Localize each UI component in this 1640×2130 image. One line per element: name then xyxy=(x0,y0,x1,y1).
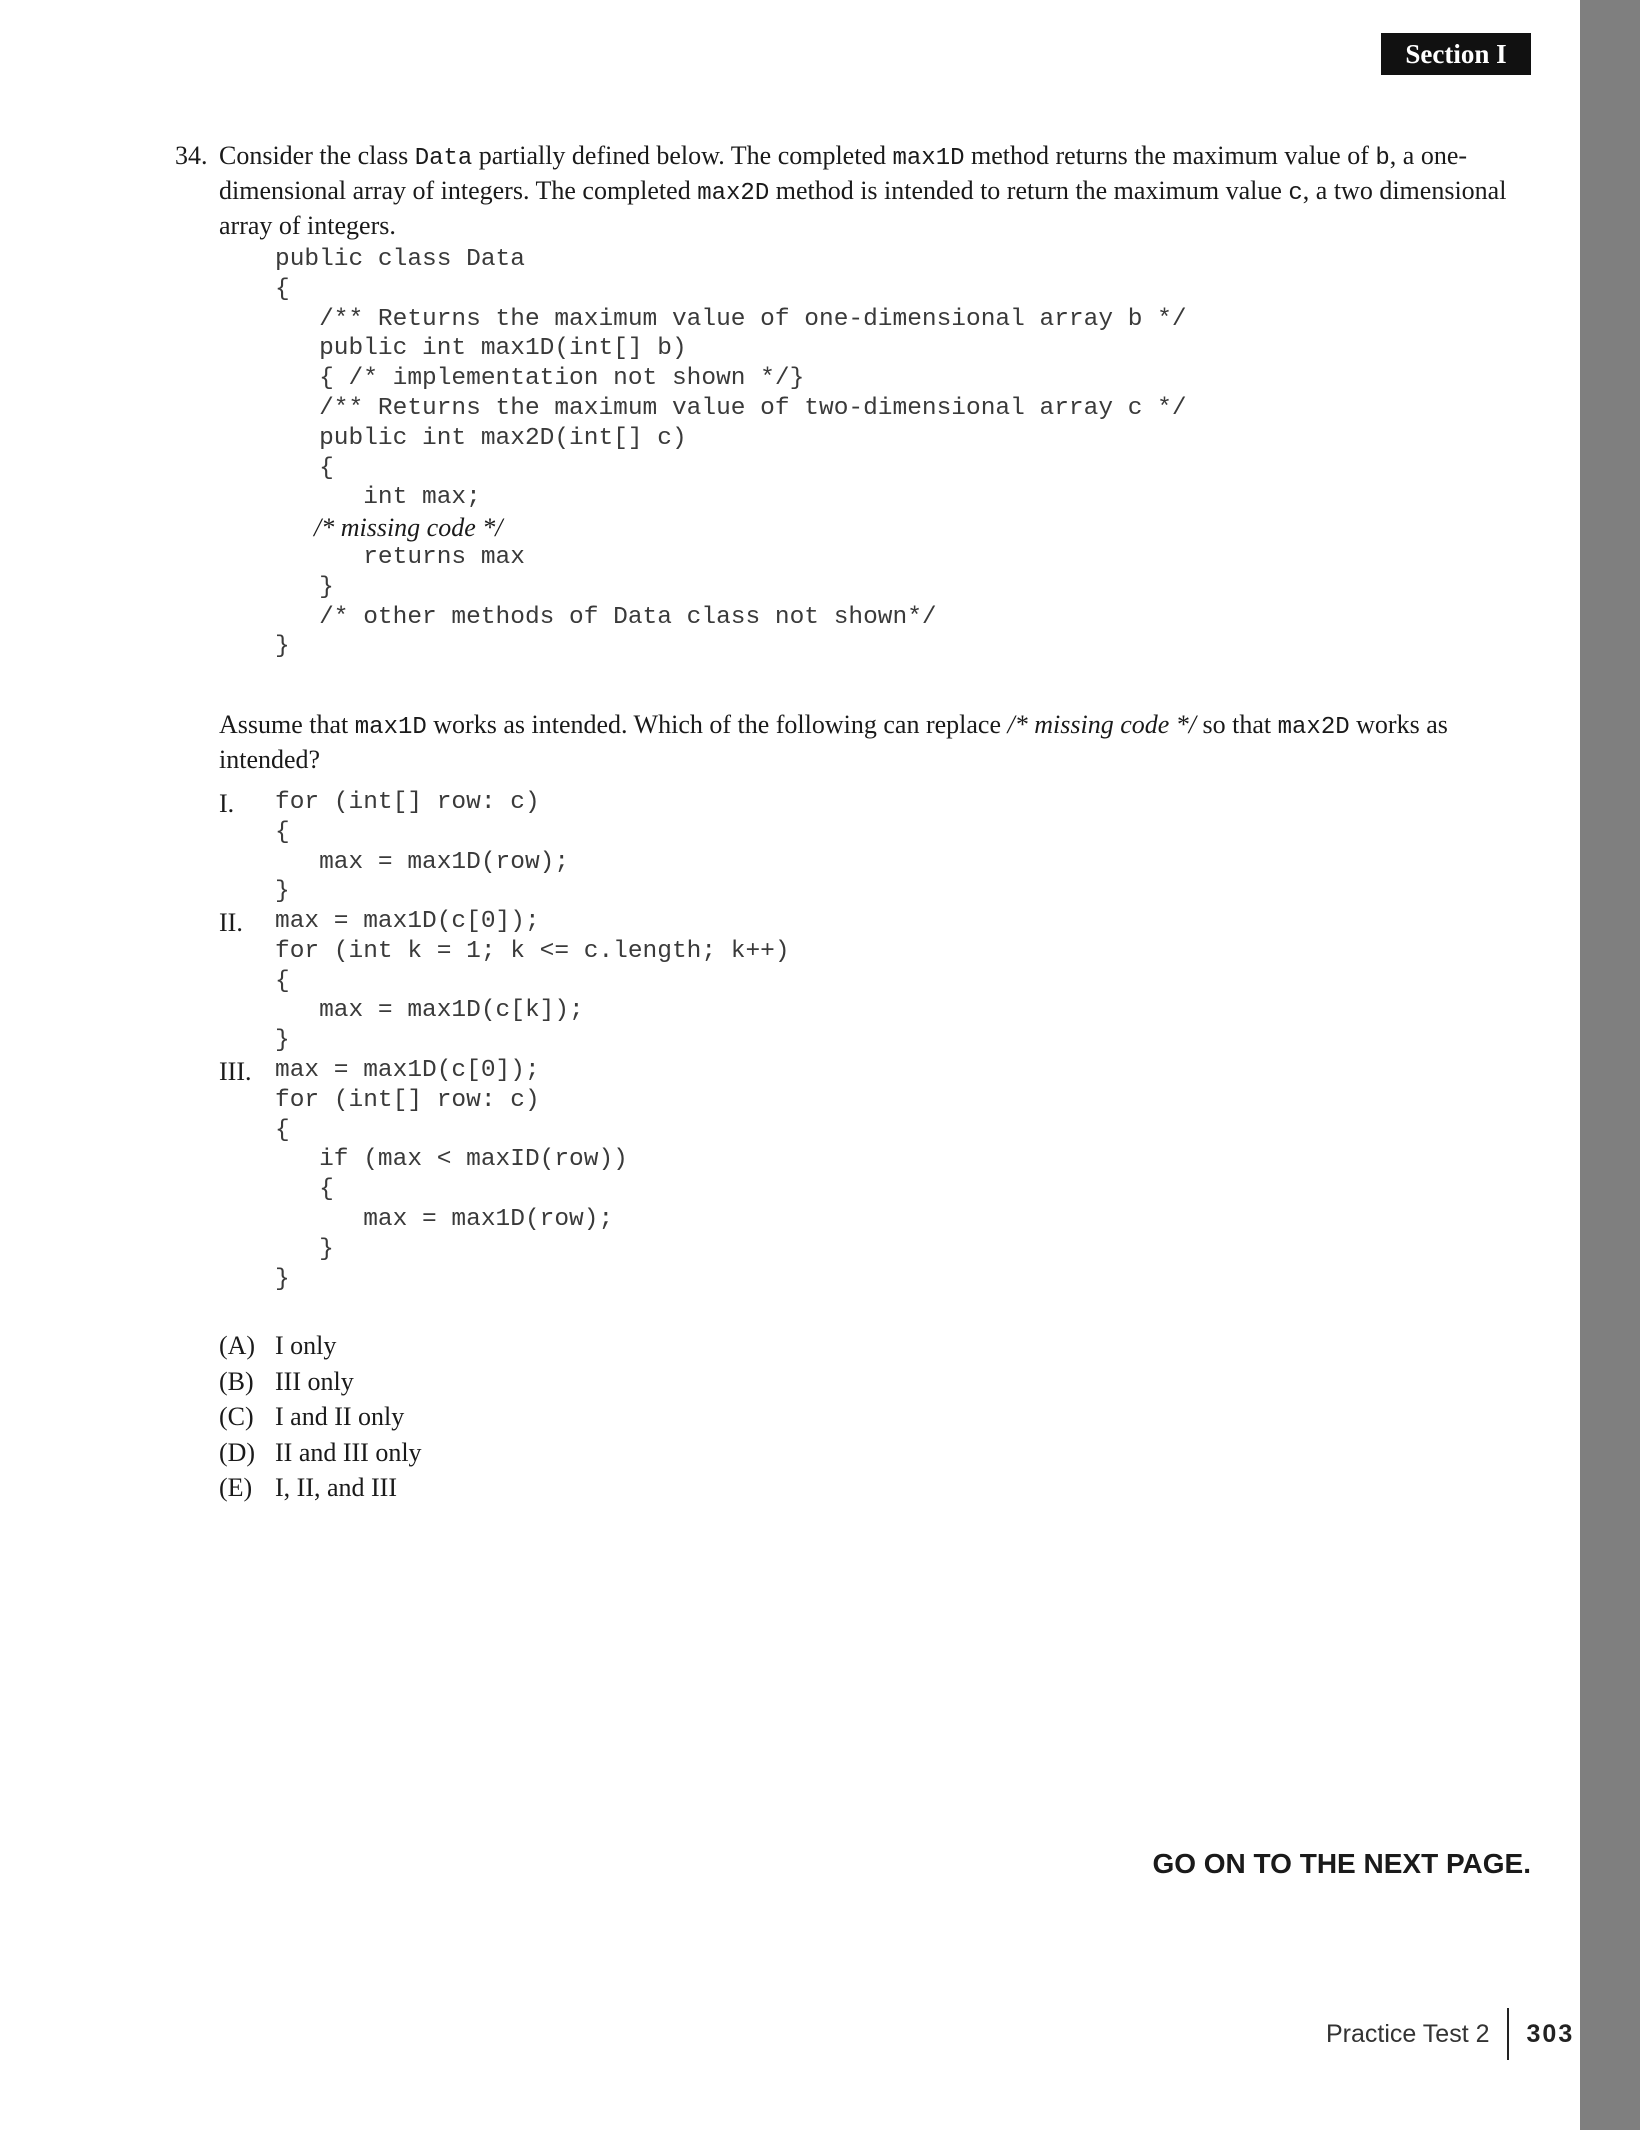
footer-divider xyxy=(1507,2008,1509,2060)
choice-a[interactable] xyxy=(219,1328,422,1364)
code-line: max = max1D(c[0]); xyxy=(275,1057,540,1084)
answer-choices xyxy=(219,1328,422,1506)
choice-letter: (E) xyxy=(219,1473,253,1502)
text-run: partially defined below. The completed xyxy=(472,141,893,170)
option-code-iii xyxy=(275,1056,628,1294)
code-term: b xyxy=(1375,145,1390,172)
choice-letter: (B) xyxy=(219,1366,254,1396)
code-line: for (int[] row: c) xyxy=(275,1086,540,1114)
code-line: public int max2D(int[] c) xyxy=(275,424,687,452)
code-line: { xyxy=(275,818,290,846)
side-margin-bar xyxy=(1580,0,1640,2130)
code-line: { xyxy=(275,967,290,995)
code-term: max1D xyxy=(892,145,965,172)
choice-letter: (A) xyxy=(219,1331,256,1360)
code-line: max = max1D(c[k]); xyxy=(275,997,584,1025)
code-line: } xyxy=(275,878,290,906)
choice-text: I, II, and III xyxy=(275,1473,397,1502)
code-line: max = max1D(row); xyxy=(275,1205,614,1233)
footer-label: Practice Test 2 xyxy=(1326,2019,1490,2048)
text-run: Consider the class xyxy=(219,141,415,170)
text-run: works as intended. Which of the following can replace xyxy=(426,710,1008,739)
choice-text: I and II only xyxy=(275,1402,405,1431)
option-code-ii xyxy=(275,907,790,1056)
choice-text: III only xyxy=(275,1366,354,1396)
option-code-i xyxy=(275,788,569,907)
text-run: so that xyxy=(1196,710,1278,739)
option-label-ii: II. xyxy=(219,908,243,937)
choice-letter: (C) xyxy=(219,1402,254,1431)
choice-text: II and III only xyxy=(275,1437,422,1467)
code-line: for (int[] row: c) xyxy=(275,789,540,816)
code-line: public int max1D(int[] b) xyxy=(275,335,687,363)
choice-b[interactable] xyxy=(219,1364,422,1400)
text-run: method returns the maximum value of xyxy=(964,141,1376,170)
choice-d[interactable] xyxy=(219,1435,422,1471)
code-line: } xyxy=(275,1265,290,1293)
code-line: { xyxy=(275,1176,334,1204)
code-line: { xyxy=(275,275,290,303)
code-line: for (int k = 1; k <= c.length; k++) xyxy=(275,937,790,965)
code-line: public class Data xyxy=(275,246,525,273)
go-on-notice: GO ON TO THE NEXT PAGE. xyxy=(1152,1848,1531,1879)
code-line: max = max1D(c[0]); xyxy=(275,908,540,935)
code-line: } xyxy=(275,633,290,661)
question-number: 34. xyxy=(175,141,208,170)
code-line: } xyxy=(275,1235,334,1263)
choice-text: I only xyxy=(275,1331,337,1360)
code-line: { xyxy=(275,454,334,482)
question-stem xyxy=(219,140,1519,242)
option-label-iii: III. xyxy=(219,1057,252,1086)
choice-c[interactable] xyxy=(219,1399,422,1435)
code-line: int max; xyxy=(275,484,481,512)
code-term: Data xyxy=(414,145,473,172)
option-label-i: I. xyxy=(219,789,235,818)
code-line: { xyxy=(275,1116,290,1144)
question-prompt xyxy=(219,709,1519,776)
text-run: works as intended? xyxy=(219,710,1448,774)
code-line: { /* implementation not shown */} xyxy=(275,365,805,393)
page-number: 303 xyxy=(1526,2019,1575,2048)
code-line: /** Returns the maximum value of two-dimensional array c */ xyxy=(275,394,1187,422)
code-line: } xyxy=(275,573,334,601)
code-line: if (max < maxID(row)) xyxy=(275,1146,628,1174)
text-run: , a one-dimensional array of integers. The completed xyxy=(219,141,1468,205)
text-run: , a two dimensional array of integers. xyxy=(219,176,1507,240)
code-line: /* missing code */ xyxy=(275,513,503,543)
code-line: /** Returns the maximum value of one-dimensional array b */ xyxy=(275,305,1187,333)
text-run: method is intended to return the maximum value xyxy=(769,176,1289,205)
text-run: Assume that xyxy=(219,710,355,739)
class-code-block xyxy=(275,245,1187,662)
page-footer xyxy=(1326,2016,1574,2052)
code-line: } xyxy=(275,1027,290,1055)
code-line: returns max xyxy=(275,543,525,571)
code-term: max2D xyxy=(1277,714,1350,741)
code-term: max1D xyxy=(354,714,427,741)
choice-e[interactable] xyxy=(219,1470,422,1506)
code-line: max = max1D(row); xyxy=(275,848,570,876)
section-label: Section I xyxy=(1381,33,1531,75)
italic-term: /* missing code */ xyxy=(1007,710,1197,739)
choice-letter: (D) xyxy=(219,1437,256,1467)
code-term: c xyxy=(1288,180,1303,207)
code-line: /* other methods of Data class not shown*/ xyxy=(275,603,937,631)
code-term: max2D xyxy=(697,180,770,207)
